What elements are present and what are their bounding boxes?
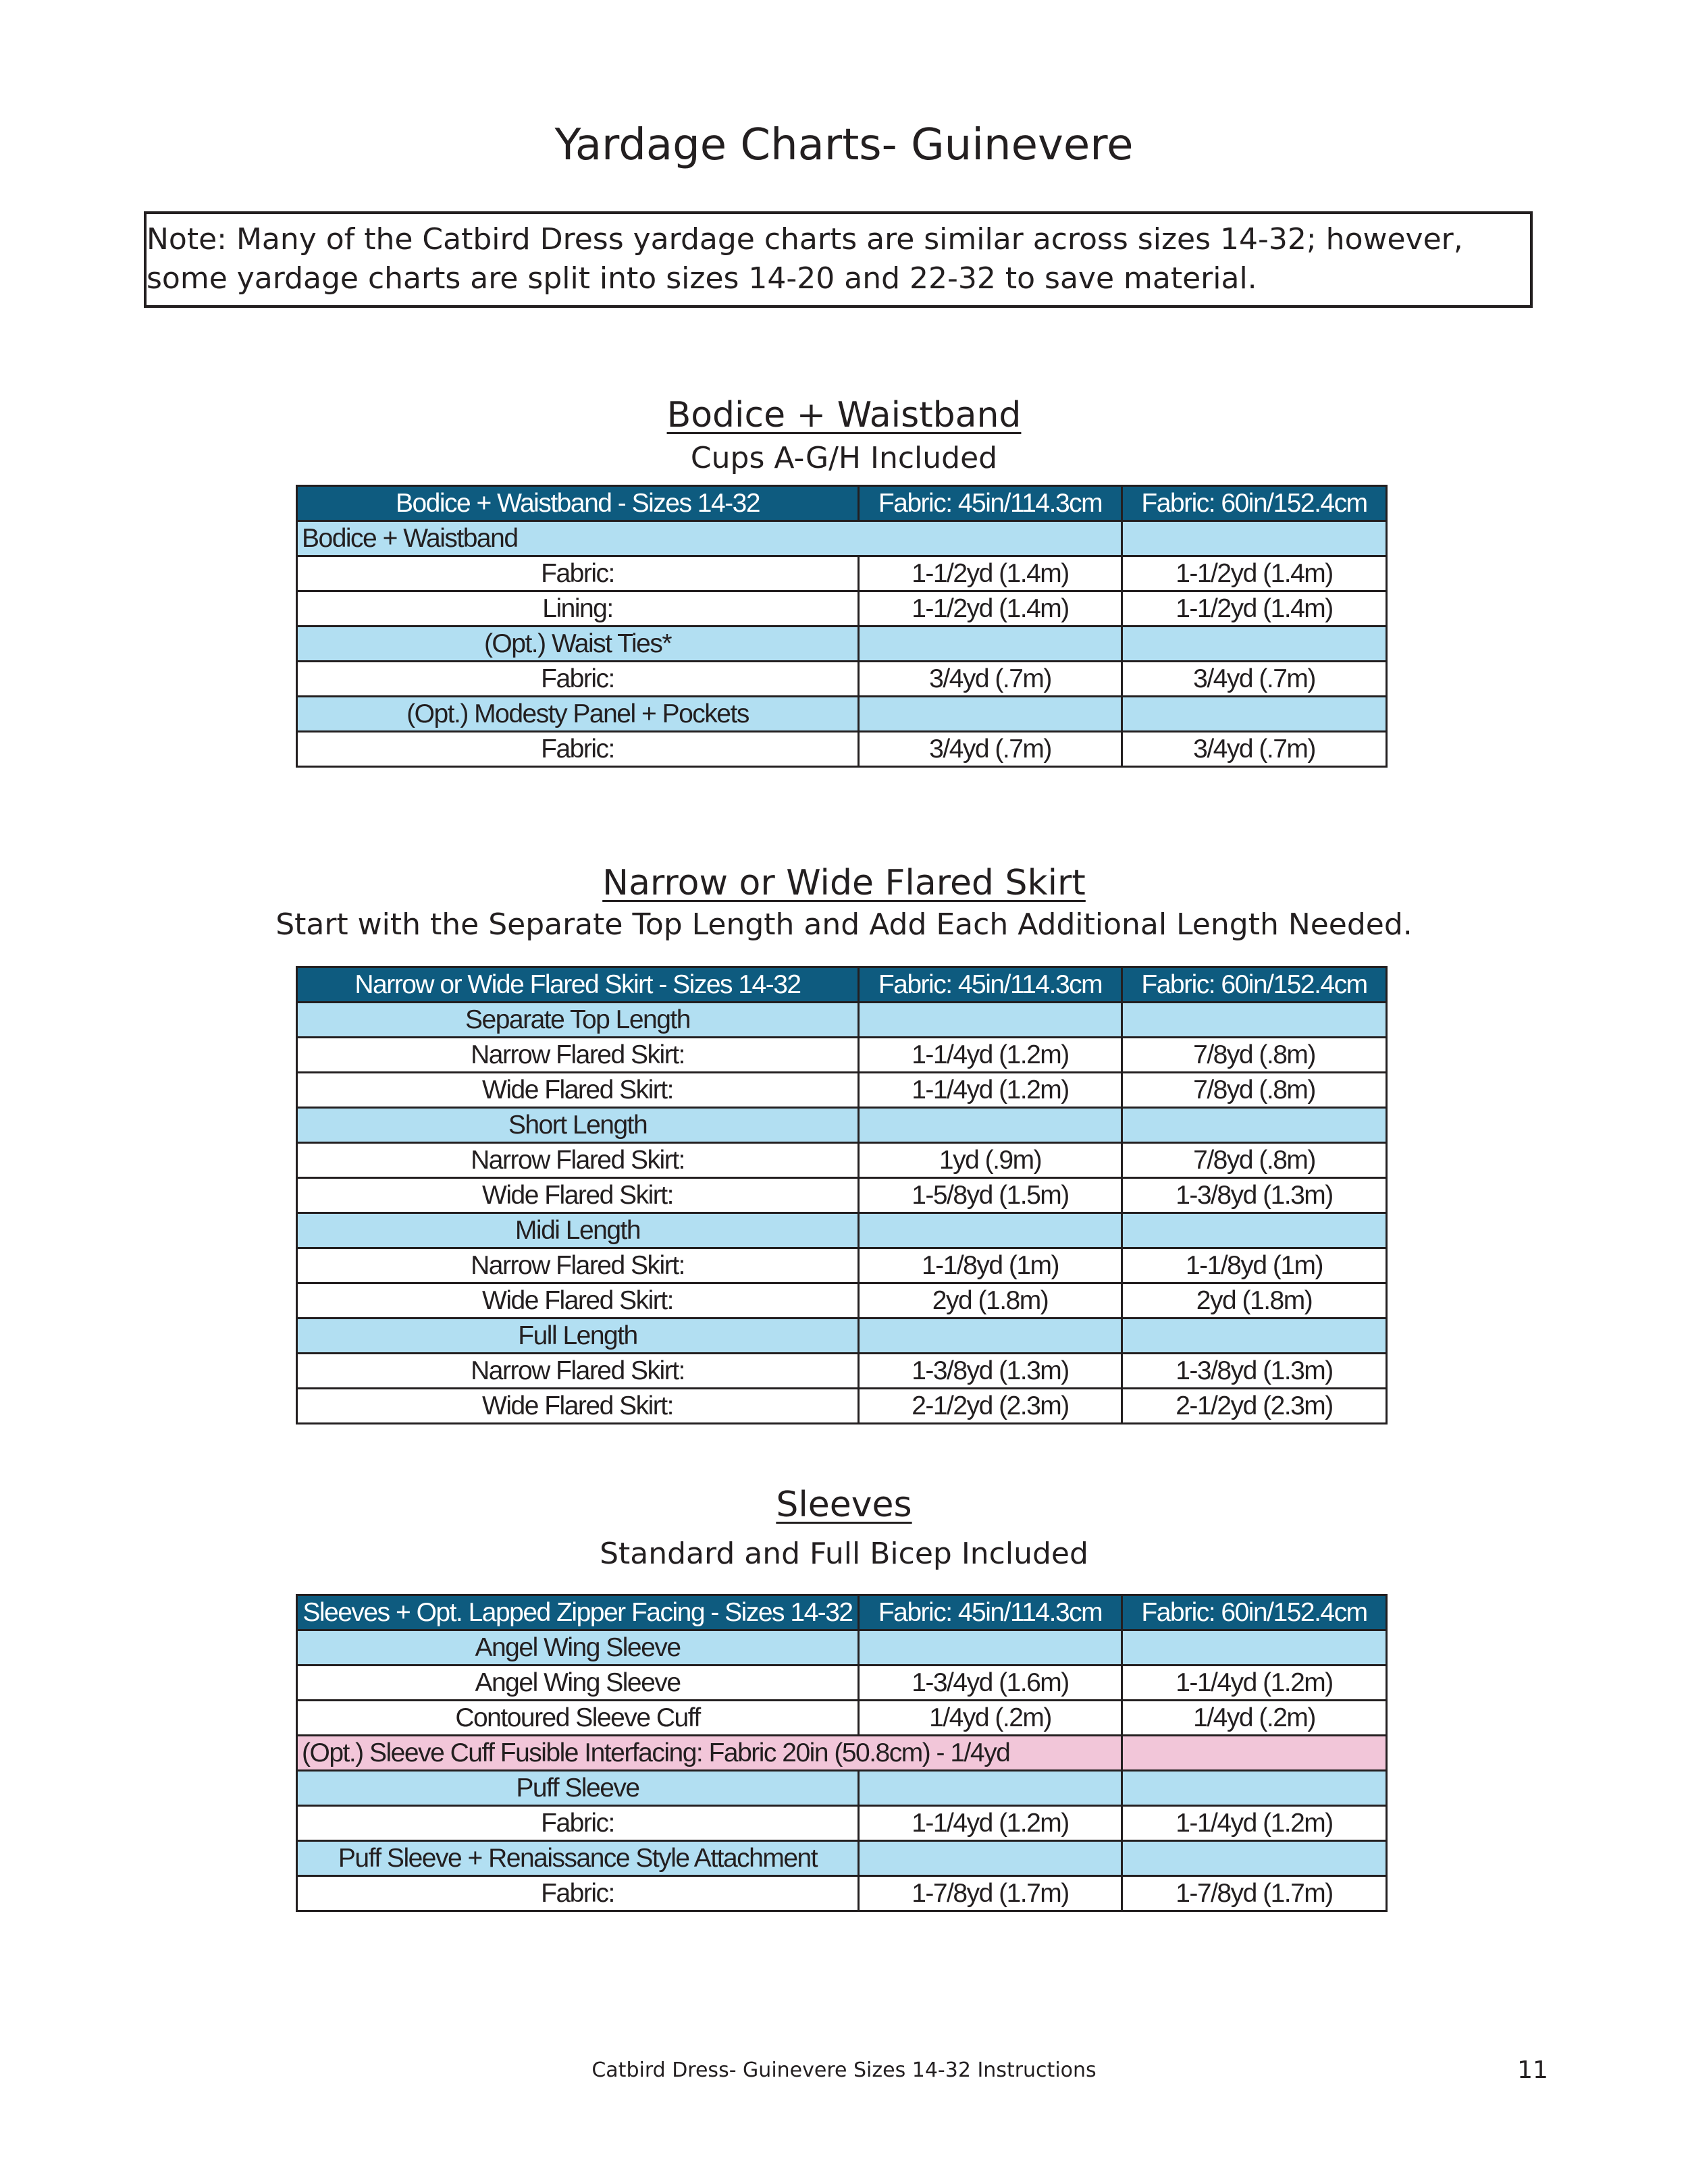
table-row-category — [297, 627, 1387, 662]
table-header-row — [297, 486, 1387, 521]
section-subtitle-sleeves: Standard and Full Bicep Included — [600, 1537, 1088, 1571]
row-label: Lining: — [297, 591, 859, 627]
table-row — [297, 1143, 1387, 1178]
value-cell: 3/4yd (.7m) — [1122, 732, 1387, 767]
row-label: Narrow Flared Skirt: — [297, 1248, 859, 1283]
value-cell: 7/8yd (.8m) — [1122, 1038, 1387, 1073]
page-footer: Catbird Dress- Guinevere Sizes 14-32 Instructions — [591, 2058, 1097, 2082]
table-row — [297, 1178, 1387, 1213]
row-label: (Opt.) Waist Ties* — [297, 627, 859, 662]
value-cell: 1yd (.9m) — [859, 1143, 1122, 1178]
table-row — [297, 556, 1387, 591]
value-cell — [1122, 697, 1387, 732]
row-label: Contoured Sleeve Cuff — [297, 1701, 859, 1736]
section-title-bodice: Bodice + Waistband — [666, 395, 1022, 435]
value-cell — [859, 627, 1122, 662]
row-label: (Opt.) Modesty Panel + Pockets — [297, 697, 859, 732]
row-label: Fabric: — [297, 1876, 859, 1911]
value-cell: 2-1/2yd (2.3m) — [1122, 1389, 1387, 1424]
page-title: Yardage Charts- Guinevere — [554, 120, 1134, 170]
value-cell — [859, 1841, 1122, 1876]
value-cell: 1/4yd (.2m) — [859, 1701, 1122, 1736]
table-row-category — [297, 521, 1387, 556]
row-label: Narrow Flared Skirt: — [297, 1143, 859, 1178]
skirt-yardage-table — [296, 966, 1388, 1424]
value-cell: 1-5/8yd (1.5m) — [859, 1178, 1122, 1213]
value-cell — [1122, 1003, 1387, 1038]
table-row-category — [297, 1213, 1387, 1248]
value-cell — [1122, 521, 1387, 556]
header-cell: Fabric: 45in/114.3cm — [859, 486, 1122, 521]
row-label: Angel Wing Sleeve — [297, 1666, 859, 1701]
table-row — [297, 1038, 1387, 1073]
table-header-row — [297, 1595, 1387, 1630]
row-label: Fabric: — [297, 1806, 859, 1841]
header-cell: Fabric: 60in/152.4cm — [1122, 1595, 1387, 1630]
table-row-category — [297, 1630, 1387, 1666]
value-cell — [1122, 1841, 1387, 1876]
table-row-category — [297, 1841, 1387, 1876]
section-title-sleeves: Sleeves — [776, 1485, 912, 1525]
value-cell — [859, 1630, 1122, 1666]
table-row-category — [297, 1319, 1387, 1354]
bodice-yardage-table — [296, 485, 1388, 768]
header-cell: Sleeves + Opt. Lapped Zipper Facing - Sizes 14-32 — [297, 1595, 859, 1630]
value-cell — [1122, 1108, 1387, 1143]
value-cell — [859, 697, 1122, 732]
value-cell: 1-1/2yd (1.4m) — [1122, 591, 1387, 627]
header-cell: Fabric: 60in/152.4cm — [1122, 486, 1387, 521]
value-cell — [859, 1003, 1122, 1038]
value-cell — [1122, 1771, 1387, 1806]
table-row — [297, 1389, 1387, 1424]
row-label: Fabric: — [297, 556, 859, 591]
value-cell: 1-3/8yd (1.3m) — [1122, 1178, 1387, 1213]
table-row — [297, 591, 1387, 627]
table-row — [297, 1666, 1387, 1701]
value-cell — [1122, 1630, 1387, 1666]
table-row — [297, 1806, 1387, 1841]
header-cell: Fabric: 45in/114.3cm — [859, 967, 1122, 1003]
row-label: Narrow Flared Skirt: — [297, 1354, 859, 1389]
value-cell — [859, 1319, 1122, 1354]
table-row-category — [297, 697, 1387, 732]
row-label: Full Length — [297, 1319, 859, 1354]
value-cell: 7/8yd (.8m) — [1122, 1073, 1387, 1108]
table-row-category — [297, 1003, 1387, 1038]
value-cell — [859, 1108, 1122, 1143]
table-row — [297, 662, 1387, 697]
value-cell — [1122, 1319, 1387, 1354]
value-cell: 1-3/8yd (1.3m) — [859, 1354, 1122, 1389]
table-row-highlight — [297, 1736, 1387, 1771]
value-cell: 3/4yd (.7m) — [859, 732, 1122, 767]
value-cell: 2-1/2yd (2.3m) — [859, 1389, 1122, 1424]
table-row-category — [297, 1108, 1387, 1143]
value-cell — [859, 1771, 1122, 1806]
value-cell: 1-1/4yd (1.2m) — [859, 1038, 1122, 1073]
value-cell: 3/4yd (.7m) — [859, 662, 1122, 697]
table-row — [297, 1876, 1387, 1911]
table-row — [297, 1283, 1387, 1319]
value-cell — [1122, 627, 1387, 662]
header-cell: Fabric: 60in/152.4cm — [1122, 967, 1387, 1003]
row-label: Separate Top Length — [297, 1003, 859, 1038]
row-label: Narrow Flared Skirt: — [297, 1038, 859, 1073]
value-cell: 1-3/4yd (1.6m) — [859, 1666, 1122, 1701]
header-cell: Fabric: 45in/114.3cm — [859, 1595, 1122, 1630]
value-cell: 1-3/8yd (1.3m) — [1122, 1354, 1387, 1389]
page-number: 11 — [1517, 2056, 1548, 2084]
header-cell: Bodice + Waistband - Sizes 14-32 — [297, 486, 859, 521]
row-label: Puff Sleeve — [297, 1771, 859, 1806]
table-row — [297, 1248, 1387, 1283]
value-cell — [1122, 1736, 1387, 1771]
sleeves-yardage-table — [296, 1594, 1388, 1912]
section-subtitle-bodice: Cups A-G/H Included — [690, 441, 998, 475]
row-label: Angel Wing Sleeve — [297, 1630, 859, 1666]
row-label: Wide Flared Skirt: — [297, 1073, 859, 1108]
table-row — [297, 1354, 1387, 1389]
row-label: Fabric: — [297, 662, 859, 697]
row-label: Wide Flared Skirt: — [297, 1283, 859, 1319]
row-label: Fabric: — [297, 732, 859, 767]
value-cell: 1-1/8yd (1m) — [1122, 1248, 1387, 1283]
section-subtitle-skirt: Start with the Separate Top Length and Add Each Additional Length Needed. — [275, 907, 1413, 942]
section-title-skirt: Narrow or Wide Flared Skirt — [602, 863, 1086, 903]
row-label: Wide Flared Skirt: — [297, 1178, 859, 1213]
value-cell: 1-1/4yd (1.2m) — [859, 1806, 1122, 1841]
value-cell: 2yd (1.8m) — [859, 1283, 1122, 1319]
table-row-category — [297, 1771, 1387, 1806]
value-cell: 1-1/4yd (1.2m) — [1122, 1806, 1387, 1841]
row-label: Puff Sleeve + Renaissance Style Attachment — [297, 1841, 859, 1876]
value-cell: 1-1/4yd (1.2m) — [1122, 1666, 1387, 1701]
value-cell: 1-1/8yd (1m) — [859, 1248, 1122, 1283]
value-cell: 1-7/8yd (1.7m) — [1122, 1876, 1387, 1911]
value-cell: 2yd (1.8m) — [1122, 1283, 1387, 1319]
value-cell: 1-1/4yd (1.2m) — [859, 1073, 1122, 1108]
row-label: Short Length — [297, 1108, 859, 1143]
value-cell: 1/4yd (.2m) — [1122, 1701, 1387, 1736]
header-cell: Narrow or Wide Flared Skirt - Sizes 14-32 — [297, 967, 859, 1003]
value-cell: 1-1/2yd (1.4m) — [1122, 556, 1387, 591]
note-box: Note: Many of the Catbird Dress yardage charts are similar across sizes 14-32; however, some yardage charts are split into sizes 14-20 and 22-32 to save material. — [144, 211, 1533, 308]
table-row — [297, 1073, 1387, 1108]
table-header-row — [297, 967, 1387, 1003]
value-cell: 1-1/2yd (1.4m) — [859, 556, 1122, 591]
table-row — [297, 1701, 1387, 1736]
value-cell: 7/8yd (.8m) — [1122, 1143, 1387, 1178]
value-cell: 1-7/8yd (1.7m) — [859, 1876, 1122, 1911]
value-cell: 1-1/2yd (1.4m) — [859, 591, 1122, 627]
value-cell: 3/4yd (.7m) — [1122, 662, 1387, 697]
row-label: Midi Length — [297, 1213, 859, 1248]
value-cell — [1122, 1213, 1387, 1248]
value-cell — [859, 1213, 1122, 1248]
row-label: Bodice + Waistband — [297, 521, 1122, 556]
row-label: (Opt.) Sleeve Cuff Fusible Interfacing: Fabric 20in (50.8cm) - 1/4yd — [297, 1736, 1122, 1771]
table-row — [297, 732, 1387, 767]
row-label: Wide Flared Skirt: — [297, 1389, 859, 1424]
